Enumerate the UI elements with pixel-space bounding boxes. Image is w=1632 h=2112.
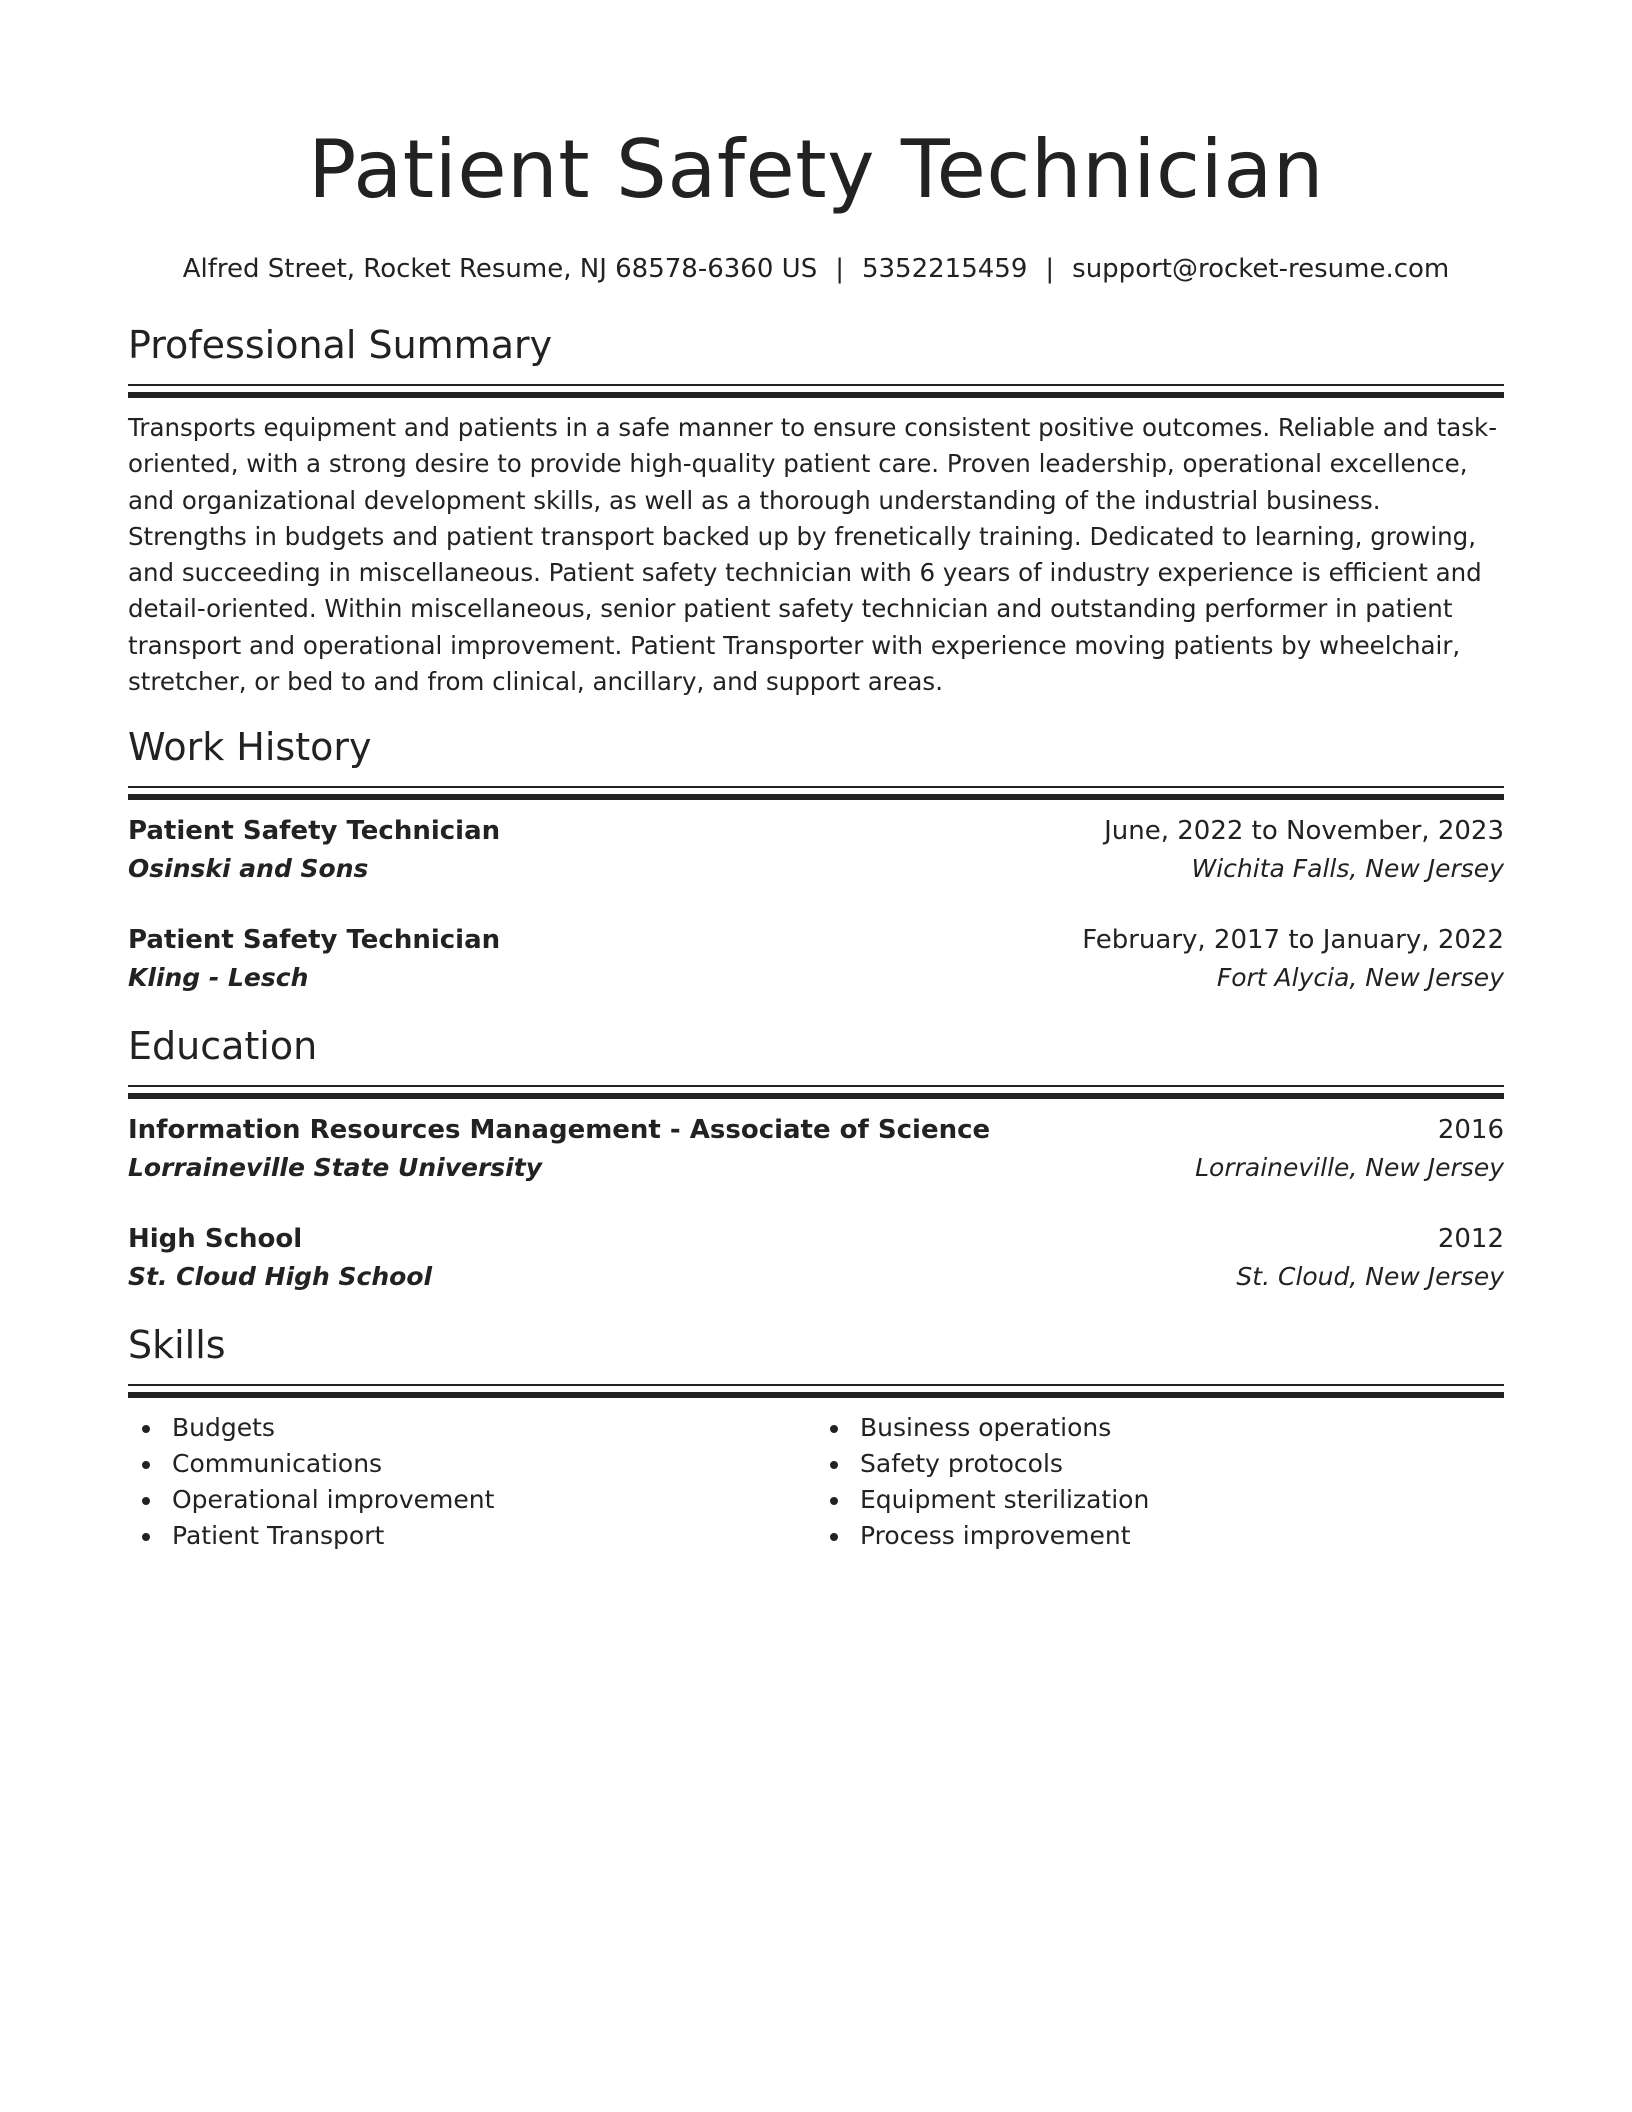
school-name: Lorraineville State University: [128, 1153, 543, 1183]
job-location: Fort Alycia, New Jersey: [1216, 963, 1504, 993]
summary-text: Transports equipment and patients in a safe manner to ensure consistent positive outcomes. Reliable and task-oriented, with a strong desire to provide high-quality patient care. Proven leadership, operational excellence, and organizational development skills, as well as a thorough understanding of the industrial business. Strengths in budgets and patient transport backed up by frenetically training. Dedicated to learning, growing, and succeeding in miscellaneous. Patient safety technician with 6 years of industry experience is efficient and detail-oriented. Within miscellaneous, senior patient safety technician and outstanding performer in patient transport and operational improvement. Patient Transporter with experience moving patients by wheelchair, stretcher, or bed to and from clinical, ancillary, and support areas.: [128, 413, 1498, 697]
degree-name: High School: [128, 1224, 303, 1255]
contact-separator: |: [1045, 254, 1055, 284]
graduation-year: 2016: [1437, 1115, 1504, 1146]
job-title: Patient Safety Technician: [128, 816, 501, 847]
section-heading-work-history: Work History: [128, 725, 372, 770]
skills-column-right: [816, 1410, 1504, 1554]
contact-line: [128, 252, 1504, 286]
education-entry: [128, 1111, 1504, 1187]
page-title: Patient Safety Technician: [308, 123, 1324, 216]
school-location: St. Cloud, New Jersey: [1236, 1262, 1504, 1292]
skill-item: Budgets: [128, 1410, 816, 1446]
job-title: Patient Safety Technician: [128, 925, 501, 956]
job-dates: June, 2022 to November, 2023: [1104, 816, 1504, 847]
skill-item: Equipment sterilization: [816, 1482, 1504, 1518]
company-name: Kling - Lesch: [128, 963, 309, 993]
skill-item: Communications: [128, 1446, 816, 1482]
skills-section: [128, 1320, 1504, 1554]
section-divider: [128, 1085, 1504, 1095]
education-entry: [128, 1220, 1504, 1296]
skill-item: Process improvement: [816, 1518, 1504, 1554]
skills-list: [128, 1410, 1504, 1554]
summary-section: [128, 320, 1504, 700]
school-location: Lorraineville, New Jersey: [1195, 1153, 1504, 1183]
section-heading-skills: Skills: [128, 1323, 226, 1368]
section-divider: [128, 786, 1504, 796]
work-entry: [128, 812, 1504, 888]
job-dates: February, 2017 to January, 2022: [1082, 925, 1504, 956]
section-heading-summary: Professional Summary: [128, 323, 553, 367]
contact-email: support@rocket-resume.com: [1072, 254, 1450, 284]
education-section: [128, 1021, 1504, 1296]
skill-item: Business operations: [816, 1410, 1504, 1446]
work-entry: [128, 921, 1504, 997]
skills-column-left: [128, 1410, 816, 1554]
skill-item: Patient Transport: [128, 1518, 816, 1554]
contact-separator: |: [835, 254, 844, 284]
contact-phone: 5352215459: [861, 254, 1028, 284]
section-divider: [128, 384, 1504, 394]
school-name: St. Cloud High School: [128, 1262, 433, 1292]
skill-item: Operational improvement: [128, 1482, 816, 1518]
section-divider: [128, 1384, 1504, 1394]
work-history-section: [128, 722, 1504, 997]
skill-item: Safety protocols: [816, 1446, 1504, 1482]
contact-address: Alfred Street, Rocket Resume, NJ 68578-6360 US: [182, 254, 818, 284]
section-heading-education: Education: [128, 1024, 318, 1069]
company-name: Osinski and Sons: [128, 854, 369, 884]
degree-name: Information Resources Management - Associate of Science: [128, 1115, 991, 1146]
job-location: Wichita Falls, New Jersey: [1191, 854, 1504, 884]
graduation-year: 2012: [1437, 1224, 1504, 1255]
